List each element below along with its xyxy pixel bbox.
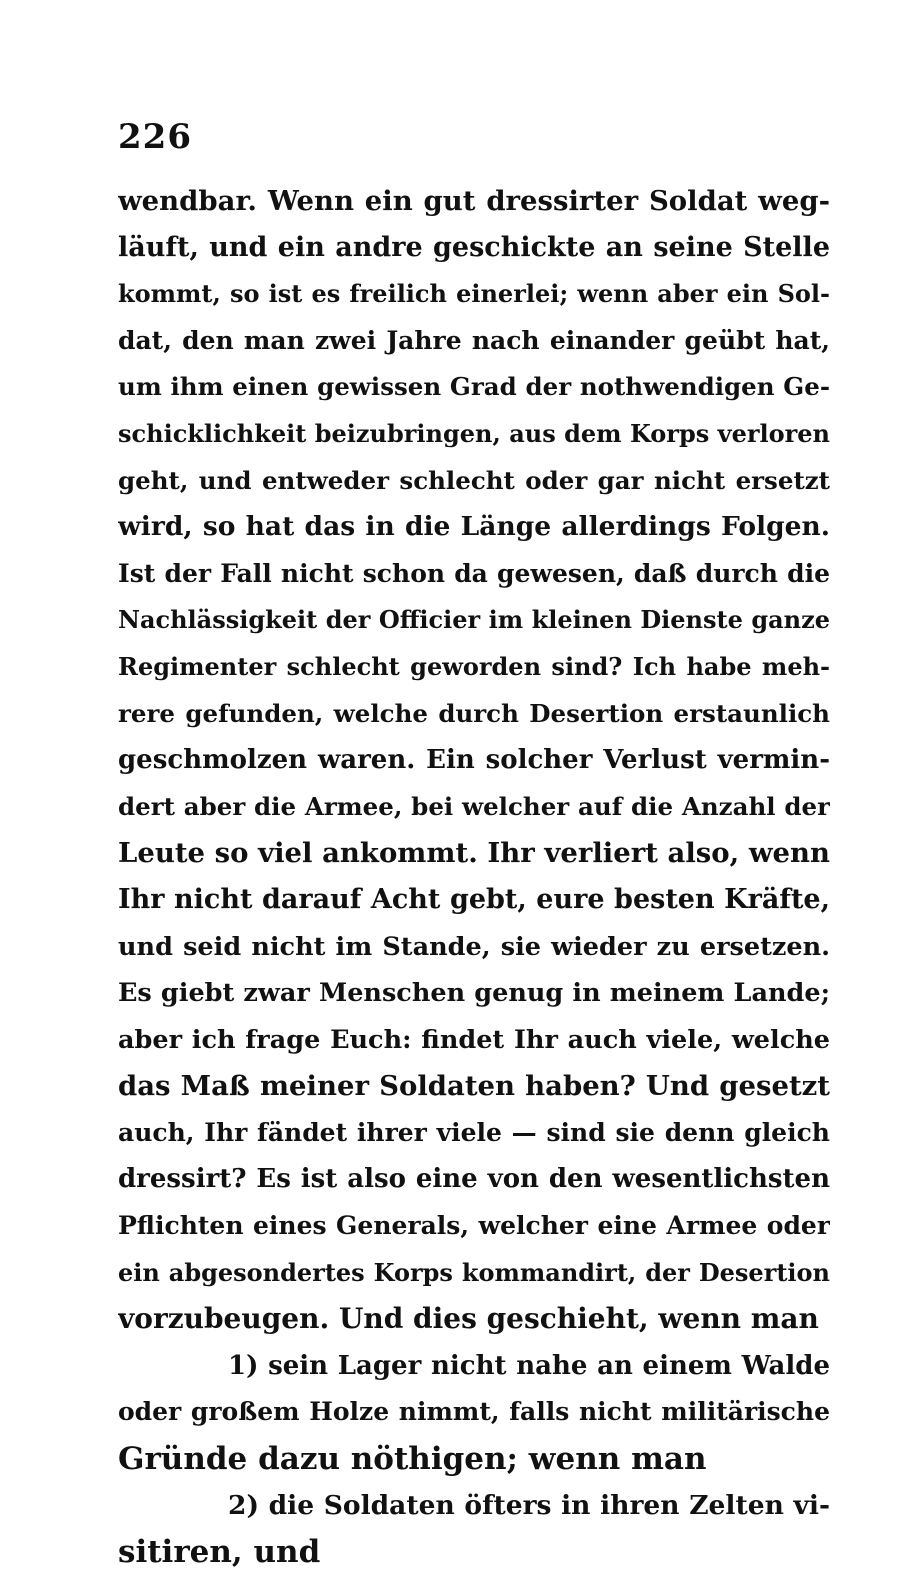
text-line: aber ich frage Euch: findet Ihr auch viele, welche bbox=[118, 1024, 830, 1055]
text-line: wendbar. Wenn ein gut dressirter Soldat weg- bbox=[118, 185, 830, 217]
text-line: dressirt? Es ist also eine von den wesentlichsten bbox=[118, 1164, 830, 1195]
text-line: läuft, und ein andre geschickte an seine Stelle bbox=[118, 231, 830, 263]
text-line: und seid nicht im Stande, sie wieder zu ersetzen. bbox=[118, 931, 830, 962]
text-line: schicklichkeit beizubringen, aus dem Korps verloren bbox=[118, 418, 830, 448]
text-line: geschmolzen waren. Ein solcher Verlust vermin- bbox=[118, 745, 830, 776]
text-line: Pflichten eines Generals, welcher eine Armee oder bbox=[118, 1211, 830, 1241]
text-line: Regimenter schlecht geworden sind? Ich habe meh- bbox=[118, 651, 830, 681]
text-line: wird, so hat das in die Länge allerdings Folgen. bbox=[118, 511, 830, 543]
text-line: dat, den man zwei Jahre nach einander geübt hat, bbox=[118, 325, 830, 355]
text-line: um ihm einen gewissen Grad der nothwendigen Ge- bbox=[118, 372, 830, 402]
text-line: das Maß meiner Soldaten haben? Und gesetzt bbox=[118, 1070, 830, 1103]
text-line: oder großem Holze nimmt, falls nicht militärische bbox=[118, 1397, 830, 1427]
text-line: Gründe dazu nöthigen; wenn man bbox=[118, 1441, 707, 1478]
text-line: Es giebt zwar Menschen genug in meinem Lande; bbox=[118, 978, 830, 1009]
text-line: Nachlässigkeit der Officier im kleinen Dienste ganze bbox=[118, 605, 830, 635]
list-item-line: 2) die Soldaten öfters in ihren Zelten vi- bbox=[228, 1489, 830, 1521]
list-item-line: 1) sein Lager nicht nahe an einem Walde bbox=[228, 1350, 830, 1381]
page-number: 226 bbox=[118, 117, 192, 157]
text-line: sitiren, und bbox=[118, 1534, 321, 1571]
text-line: auch, Ihr fändet ihrer viele — sind sie denn gleich bbox=[118, 1117, 830, 1147]
text-line: Ist der Fall nicht schon da gewesen, daß durch die bbox=[118, 558, 830, 588]
text-line: dert aber die Armee, bei welcher auf die Anzahl der bbox=[118, 791, 830, 821]
text-line: kommt, so ist es freilich einerlei; wenn aber ein Sol- bbox=[118, 279, 830, 309]
body-text bbox=[118, 178, 830, 1576]
text-line: Leute so viel ankommt. Ihr verliert also, wenn bbox=[118, 837, 830, 870]
text-line: ein abgesondertes Korps kommandirt, der Desertion bbox=[118, 1257, 830, 1287]
text-line: geht, und entweder schlecht oder gar nicht ersetzt bbox=[118, 465, 830, 495]
text-line: Ihr nicht darauf Acht gebt, eure besten Kräfte, bbox=[118, 883, 830, 915]
text-line: vorzubeugen. Und dies geschieht, wenn man bbox=[118, 1302, 819, 1336]
text-line: rere gefunden, welche durch Desertion erstaunlich bbox=[118, 698, 830, 728]
